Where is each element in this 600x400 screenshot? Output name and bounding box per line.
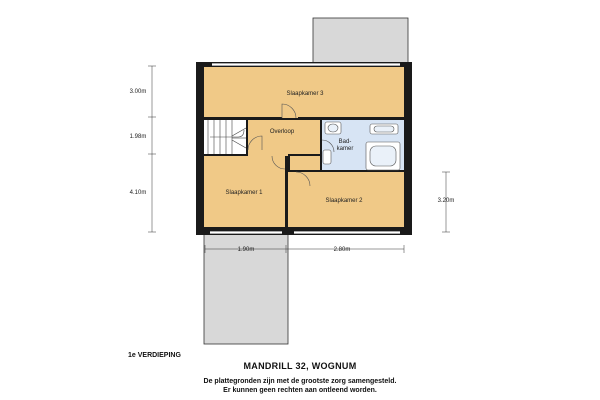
dimension-bottom-right: 2.80m (333, 247, 351, 253)
overloop-floor (248, 120, 320, 154)
dimension-right: 3.20m (437, 198, 455, 204)
dimension-left-top: 3.00m (129, 89, 147, 95)
dimension-left-bottom: 4.10m (129, 190, 147, 196)
dimension-left-mid: 1.98m (129, 134, 147, 140)
room-label-slaapkamer-1: Slaapkamer 1 (225, 190, 263, 196)
back-garden (313, 18, 408, 65)
room-label-badkamer-1: Bad- (338, 139, 352, 145)
left-dimension-chain (148, 66, 156, 232)
room-label-overloop: Overloop (269, 129, 295, 135)
disclaimer-line-1: De plattegronden zijn met de grootste zorg samengesteld. (203, 378, 397, 385)
room-label-badkamer-2: kamer (336, 146, 354, 152)
property-title: MANDRILL 32, WOGNUM (243, 361, 357, 371)
disclaimer-line-2: Er kunnen geen rechten aan ontleend worden. (223, 387, 377, 394)
dimension-bottom-left: 1.90m (237, 247, 255, 253)
room-label-slaapkamer-3: Slaapkamer 3 (286, 91, 324, 97)
floor-label: 1e VERDIEPING (128, 352, 181, 359)
room-label-slaapkamer-2: Slaapkamer 2 (325, 198, 363, 204)
cupboard-floor (290, 156, 320, 172)
